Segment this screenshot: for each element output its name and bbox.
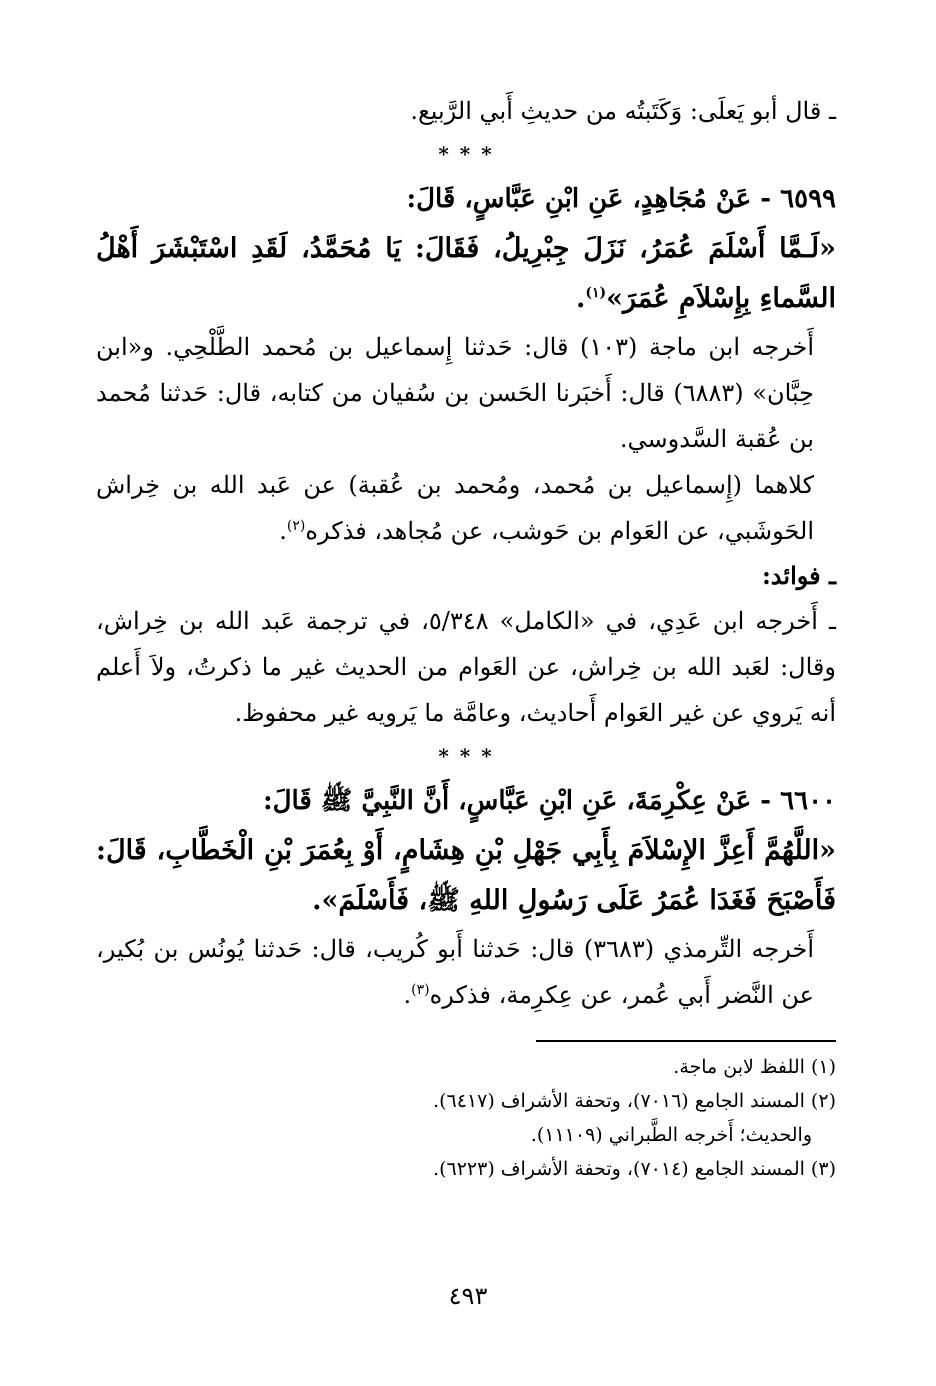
footnotes	[96, 1050, 836, 1186]
footnote-1: (١) اللفظ لابن ماجة.	[673, 1056, 836, 1078]
footnote-ref-2: (٢)	[286, 518, 306, 534]
hadith-6599-takhrij-1: أَخرجه ابن ماجة (١٠٣) قال: حَدثنا إِسماعيل بن مُحمد الطَّلْحِي. و«ابن حِبَّان» (٦٨٨٣) قال: أَخبَرنا الحَسن بن سُفيان من كتابه، قال: حَدثنا مُحمد بن عُقبة السَّدوسي.	[96, 333, 815, 453]
hadith-6600-takhrij	[96, 926, 836, 1018]
hadith-6600-takhrij-end: .	[403, 981, 412, 1009]
intro-line: ـ قال أبو يَعلَى: وَكَتَبتُه من حديثِ أَبي الرَّبيع.	[410, 97, 836, 125]
hadith-6599-takhrij-2-text: كلاهما (إِسماعيل بن مُحمد، ومُحمد بن عُقبة) عن عَبد الله بن خِراش الحَوشَبي، عن العَوام بن حَوشب، عن مُجاهد، فذكره	[96, 471, 814, 545]
hadith-6599-matn-end: .	[575, 283, 586, 314]
page-body	[96, 88, 836, 1186]
hadith-6599-takhrij-2-end: .	[279, 517, 287, 545]
hadith-6599-matn-line1: «لَـمَّا أَسْلَمَ عُمَرُ، نَزَلَ جِبْرِيلُ، فَقَالَ: يَا مُحَمَّدُ، لَقَدِ اسْتَبْشَرَ أَهْلُ السَّماءِ	[96, 233, 836, 314]
hadith-6599-takhrij-2	[96, 462, 836, 554]
footnote-ref-3: (٣)	[411, 982, 430, 998]
section-divider-stars: * * *	[438, 142, 494, 166]
fawaid-text: ـ أَخرجه ابن عَدِي، في «الكامل» ٥/٣٤٨، في ترجمة عَبد الله بن خِراش، وقال: لعَبد الله بن خِراش، عن العَوام من الحديث غير ما ذكرتُ، ولاَ أَعلم أنه يَروي عن غير العَوام أَحاديث، وعامَّة ما يَرويه غير محفوظ.	[96, 607, 836, 727]
hadith-6599-header: ٦٥٩٩ - عَنْ مُجَاهِدٍ، عَنِ ابْنِ عَبَّاسٍ، قَالَ:	[406, 184, 836, 214]
footnote-3: (٣) المسند الجامع (٧٠١٤)، وتحفة الأشراف (٦٢٢٣).	[433, 1158, 836, 1180]
footnote-ref-1: (١)	[585, 285, 607, 301]
hadith-6599-matn	[96, 224, 836, 324]
footnote-2: (٢) المسند الجامع (٧٠١٦)، وتحفة الأشراف (٦٤١٧).	[433, 1090, 836, 1112]
footnote-2-continuation: والحديث؛ أَخرجه الطَّبراني (١١١٠٩).	[530, 1124, 812, 1146]
page-number: ٤٩٣	[448, 1282, 488, 1310]
hadith-6600-takhrij-text: أَخرجه التِّرمذي (٣٦٨٣) قال: حَدثنا أَبو كُريب، قال: حَدثنا يُونُس بن بُكير، عن النَّضر أَبي عُمر، عن عِكرِمة، فذكره	[96, 935, 814, 1009]
hadith-6600-matn-line2: فَأَصْبَحَ فَغَدَا عُمَرُ عَلَى رَسُولِ اللهِ ﷺ، فَأَسْلَمَ».	[312, 885, 836, 916]
hadith-6600-header: ٦٦٠٠ - عَنْ عِكْرِمَةَ، عَنِ ابْنِ عَبَّاسٍ، أَنَّ النَّبِيَّ ﷺ قَالَ:	[263, 786, 836, 816]
hadith-6600-matn-line1: «اللَّهُمَّ أَعِزَّ الإِسْلاَمَ بِأَبِي جَهْلِ بْنِ هِشَامٍ، أَوْ بِعُمَرَ بْنِ الْخَطَّابِ، قَالَ:	[96, 835, 836, 866]
hadith-6600-matn	[96, 826, 836, 926]
section-divider-stars-2: * * *	[438, 744, 494, 768]
hadith-6599-matn-line2: بِإِسْلاَمِ عُمَرَ»	[606, 283, 751, 314]
footnote-separator	[536, 1040, 836, 1042]
fawaid-heading: ـ فوائد:	[761, 561, 836, 590]
